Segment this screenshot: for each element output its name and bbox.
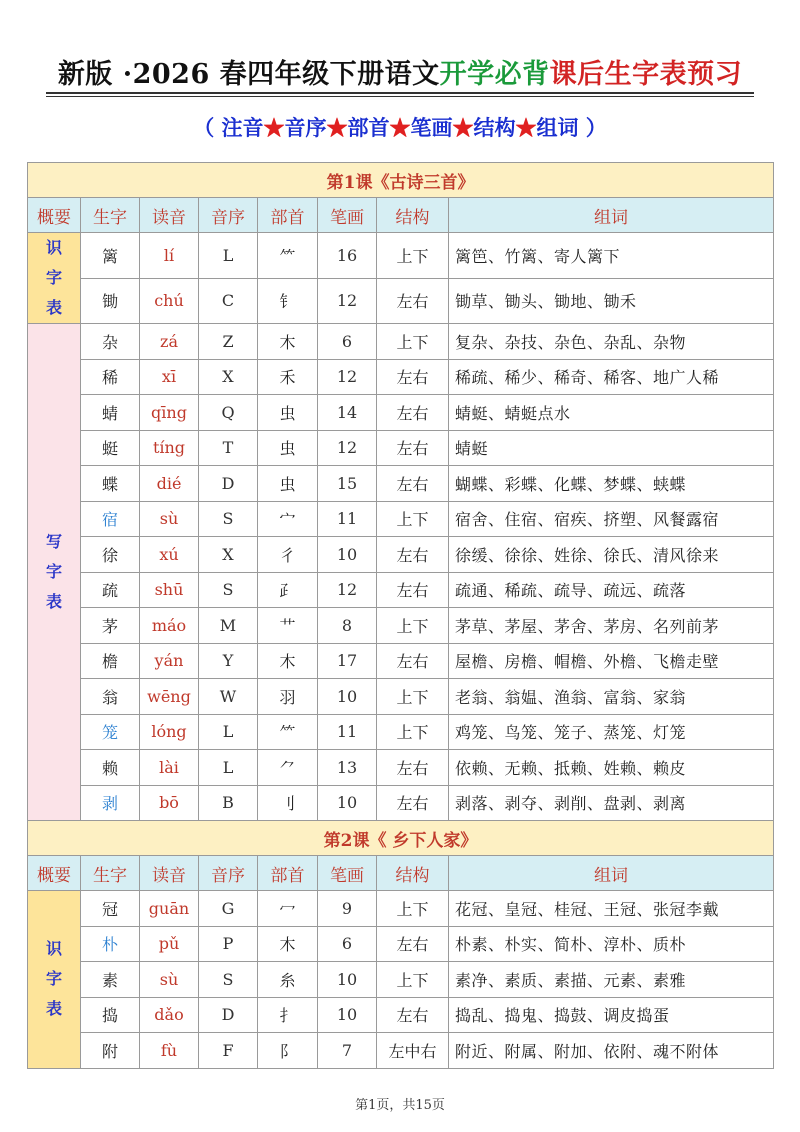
word-list: 蝴蝶、彩蝶、化蝶、梦蝶、蛱蝶	[449, 466, 774, 502]
radical: 禾	[258, 359, 318, 395]
column-header: 部首	[258, 856, 318, 891]
table-row	[28, 278, 774, 324]
stroke-count: 10	[318, 997, 377, 1033]
lesson-title-row	[28, 163, 774, 198]
word-list: 捣乱、捣鬼、捣鼓、调皮捣蛋	[449, 997, 774, 1033]
stroke-count: 13	[318, 750, 377, 786]
structure: 左右	[377, 997, 449, 1033]
pinyin: dǎo	[140, 997, 199, 1033]
category-char: 表	[45, 999, 62, 1019]
column-header: 概要	[28, 198, 81, 233]
category-char: 写	[45, 532, 62, 551]
subtitle-item: 部首	[347, 115, 390, 140]
column-header: 概要	[28, 856, 81, 891]
word-list: 花冠、皇冠、桂冠、王冠、张冠李戴	[449, 891, 774, 927]
page-title	[0, 52, 800, 91]
radical: 扌	[258, 997, 318, 1033]
column-header: 音序	[199, 198, 258, 233]
phonetic-order: F	[199, 1033, 258, 1069]
table-row	[28, 359, 774, 395]
star-icon: ★	[515, 115, 537, 140]
radical: 艹	[258, 608, 318, 644]
pinyin: sù	[140, 962, 199, 998]
pinyin: xú	[140, 537, 199, 573]
structure: 上下	[377, 233, 449, 279]
phonetic-order: Q	[199, 395, 258, 431]
pinyin: sù	[140, 501, 199, 537]
table-row	[28, 785, 774, 821]
radical: 木	[258, 643, 318, 679]
phonetic-order: T	[199, 430, 258, 466]
phonetic-order: C	[199, 278, 258, 324]
structure: 左右	[377, 572, 449, 608]
table-row	[28, 714, 774, 750]
column-header: 结构	[377, 198, 449, 233]
word-list: 蜻蜓	[449, 430, 774, 466]
stroke-count: 12	[318, 430, 377, 466]
table-header-row	[28, 198, 774, 233]
star-icon: ★	[389, 115, 411, 140]
phonetic-order: G	[199, 891, 258, 927]
lesson-title: 第2课《 乡下人家》	[28, 821, 774, 856]
character: 杂	[81, 324, 140, 360]
character: 蝶	[81, 466, 140, 502]
subtitle-item: 组词	[536, 115, 579, 140]
character: 笼	[81, 714, 140, 750]
pinyin: tíng	[140, 430, 199, 466]
word-list: 鸡笼、鸟笼、笼子、蒸笼、灯笼	[449, 714, 774, 750]
character: 疏	[81, 572, 140, 608]
character: 檐	[81, 643, 140, 679]
character: 蜻	[81, 395, 140, 431]
title-part1: 新版 ·2026 春四年级下册语文	[57, 59, 440, 90]
stroke-count: 6	[318, 926, 377, 962]
star-icon: ★	[263, 115, 285, 140]
stroke-count: 8	[318, 608, 377, 644]
radical: 冖	[258, 891, 318, 927]
word-list: 剥落、剥夺、剥削、盘剥、剥离	[449, 785, 774, 821]
table-row	[28, 750, 774, 786]
character: 徐	[81, 537, 140, 573]
table-row	[28, 962, 774, 998]
phonetic-order: X	[199, 359, 258, 395]
radical: 阝	[258, 1033, 318, 1069]
stroke-count: 12	[318, 572, 377, 608]
pinyin: fù	[140, 1033, 199, 1069]
stroke-count: 9	[318, 891, 377, 927]
word-list: 附近、附属、附加、依附、魂不附体	[449, 1033, 774, 1069]
phonetic-order: S	[199, 572, 258, 608]
structure: 左右	[377, 537, 449, 573]
column-header: 组词	[449, 856, 774, 891]
word-list: 依赖、无赖、抵赖、姓赖、赖皮	[449, 750, 774, 786]
structure: 左右	[377, 278, 449, 324]
character: 捣	[81, 997, 140, 1033]
radical: 糸	[258, 962, 318, 998]
phonetic-order: S	[199, 962, 258, 998]
column-header: 生字	[81, 198, 140, 233]
radical: 虫	[258, 466, 318, 502]
radical: 木	[258, 324, 318, 360]
character: 素	[81, 962, 140, 998]
pinyin: yán	[140, 643, 199, 679]
structure: 上下	[377, 608, 449, 644]
table-row	[28, 430, 774, 466]
pinyin: lài	[140, 750, 199, 786]
subtitle-open-paren: （	[193, 115, 222, 140]
radical: 钅	[258, 278, 318, 324]
pinyin: guān	[140, 891, 199, 927]
phonetic-order: M	[199, 608, 258, 644]
stroke-count: 17	[318, 643, 377, 679]
radical: 刂	[258, 785, 318, 821]
table-row	[28, 233, 774, 279]
radical: ⺮	[258, 714, 318, 750]
table-row	[28, 537, 774, 573]
pinyin: chú	[140, 278, 199, 324]
stroke-count: 10	[318, 537, 377, 573]
table-header-row	[28, 856, 774, 891]
table-row	[28, 466, 774, 502]
radical: ⺮	[258, 233, 318, 279]
structure: 上下	[377, 324, 449, 360]
subtitle-item: 笔画	[410, 115, 453, 140]
category-char: 字	[45, 562, 62, 581]
phonetic-order: X	[199, 537, 258, 573]
character: 剥	[81, 785, 140, 821]
stroke-count: 11	[318, 714, 377, 750]
word-list: 茅草、茅屋、茅舍、茅房、名列前茅	[449, 608, 774, 644]
table-row	[28, 395, 774, 431]
character: 茅	[81, 608, 140, 644]
pinyin: lí	[140, 233, 199, 279]
table-row	[28, 501, 774, 537]
pinyin: qīng	[140, 395, 199, 431]
category-char: 表	[45, 298, 62, 317]
lesson-title-row	[28, 821, 774, 856]
radical: 木	[258, 926, 318, 962]
word-list: 屋檐、房檐、帽檐、外檐、飞檐走壁	[449, 643, 774, 679]
character: 冠	[81, 891, 140, 927]
stroke-count: 12	[318, 278, 377, 324]
stroke-count: 6	[318, 324, 377, 360]
phonetic-order: D	[199, 466, 258, 502]
phonetic-order: P	[199, 926, 258, 962]
structure: 左右	[377, 430, 449, 466]
pinyin: shū	[140, 572, 199, 608]
pinyin: lóng	[140, 714, 199, 750]
category-char: 字	[45, 969, 62, 989]
subtitle-item: 音序	[284, 115, 327, 140]
word-list: 素净、素质、素描、元素、素雅	[449, 962, 774, 998]
title-part3: 课后生字表预习	[549, 59, 743, 90]
pinyin: wēng	[140, 679, 199, 715]
star-icon: ★	[326, 115, 348, 140]
table-row	[28, 324, 774, 360]
title-part2: 开学必背	[439, 59, 550, 90]
radical: 宀	[258, 501, 318, 537]
structure: 左右	[377, 750, 449, 786]
phonetic-order: B	[199, 785, 258, 821]
phonetic-order: Z	[199, 324, 258, 360]
stroke-count: 10	[318, 962, 377, 998]
stroke-count: 12	[318, 359, 377, 395]
phonetic-order: S	[199, 501, 258, 537]
character: 蜓	[81, 430, 140, 466]
word-list: 稀疏、稀少、稀奇、稀客、地广人稀	[449, 359, 774, 395]
category-label	[28, 324, 81, 821]
stroke-count: 11	[318, 501, 377, 537]
structure: 左右	[377, 466, 449, 502]
lesson-title: 第1课《古诗三首》	[28, 163, 774, 198]
character: 锄	[81, 278, 140, 324]
character: 赖	[81, 750, 140, 786]
character: 宿	[81, 501, 140, 537]
character-table	[27, 162, 774, 1069]
page-footer: 第1页，共15页	[355, 1098, 445, 1113]
word-list: 宿舍、住宿、宿疾、挤塑、风餐露宿	[449, 501, 774, 537]
radical: 羽	[258, 679, 318, 715]
phonetic-order: D	[199, 997, 258, 1033]
subtitle-item: 注音	[221, 115, 264, 140]
title-underline-thin	[46, 96, 754, 97]
pinyin: pǔ	[140, 926, 199, 962]
star-icon: ★	[452, 115, 474, 140]
phonetic-order: Y	[199, 643, 258, 679]
title-underline	[46, 92, 754, 94]
column-header: 笔画	[318, 198, 377, 233]
phonetic-order: L	[199, 714, 258, 750]
word-list: 疏通、稀疏、疏导、疏远、疏落	[449, 572, 774, 608]
character: 翁	[81, 679, 140, 715]
stroke-count: 10	[318, 785, 377, 821]
radical: ⺪	[258, 572, 318, 608]
structure: 左右	[377, 359, 449, 395]
structure: 左右	[377, 643, 449, 679]
stroke-count: 10	[318, 679, 377, 715]
structure: 左中右	[377, 1033, 449, 1069]
stroke-count: 15	[318, 466, 377, 502]
word-list: 复杂、杂技、杂色、杂乱、杂物	[449, 324, 774, 360]
phonetic-order: L	[199, 233, 258, 279]
stroke-count: 14	[318, 395, 377, 431]
table-row	[28, 926, 774, 962]
pinyin: zá	[140, 324, 199, 360]
category-char: 字	[45, 268, 62, 287]
subtitle-close-paren: ）	[578, 115, 607, 140]
page-subtitle	[0, 112, 800, 142]
table-row	[28, 997, 774, 1033]
table-row	[28, 1033, 774, 1069]
column-header: 部首	[258, 198, 318, 233]
word-list: 蜻蜓、蜻蜓点水	[449, 395, 774, 431]
table-row	[28, 643, 774, 679]
category-char: 表	[45, 592, 62, 611]
pinyin: dié	[140, 466, 199, 502]
pinyin: xī	[140, 359, 199, 395]
table-row	[28, 608, 774, 644]
radical: ⺈	[258, 750, 318, 786]
column-header: 音序	[199, 856, 258, 891]
pinyin: bō	[140, 785, 199, 821]
structure: 上下	[377, 679, 449, 715]
category-char: 识	[45, 238, 62, 257]
structure: 左右	[377, 926, 449, 962]
table-row	[28, 891, 774, 927]
radical: 虫	[258, 395, 318, 431]
structure: 上下	[377, 891, 449, 927]
column-header: 笔画	[318, 856, 377, 891]
category-label	[28, 891, 81, 1069]
character: 篱	[81, 233, 140, 279]
structure: 左右	[377, 395, 449, 431]
column-header: 结构	[377, 856, 449, 891]
character: 朴	[81, 926, 140, 962]
radical: 虫	[258, 430, 318, 466]
category-char: 识	[45, 939, 62, 959]
column-header: 读音	[140, 198, 199, 233]
subtitle-item: 结构	[473, 115, 516, 140]
structure: 左右	[377, 785, 449, 821]
stroke-count: 16	[318, 233, 377, 279]
word-list: 徐缓、徐徐、姓徐、徐氏、清风徐来	[449, 537, 774, 573]
column-header: 组词	[449, 198, 774, 233]
character: 附	[81, 1033, 140, 1069]
column-header: 读音	[140, 856, 199, 891]
phonetic-order: L	[199, 750, 258, 786]
stroke-count: 7	[318, 1033, 377, 1069]
radical: 彳	[258, 537, 318, 573]
structure: 上下	[377, 501, 449, 537]
table-row	[28, 572, 774, 608]
pinyin: máo	[140, 608, 199, 644]
column-header: 生字	[81, 856, 140, 891]
word-list: 老翁、翁媪、渔翁、富翁、家翁	[449, 679, 774, 715]
word-list: 朴素、朴实、简朴、淳朴、质朴	[449, 926, 774, 962]
structure: 上下	[377, 714, 449, 750]
structure: 上下	[377, 962, 449, 998]
word-list: 篱笆、竹篱、寄人篱下	[449, 233, 774, 279]
table-row	[28, 679, 774, 715]
word-list: 锄草、锄头、锄地、锄禾	[449, 278, 774, 324]
category-label	[28, 233, 81, 324]
phonetic-order: W	[199, 679, 258, 715]
character: 稀	[81, 359, 140, 395]
